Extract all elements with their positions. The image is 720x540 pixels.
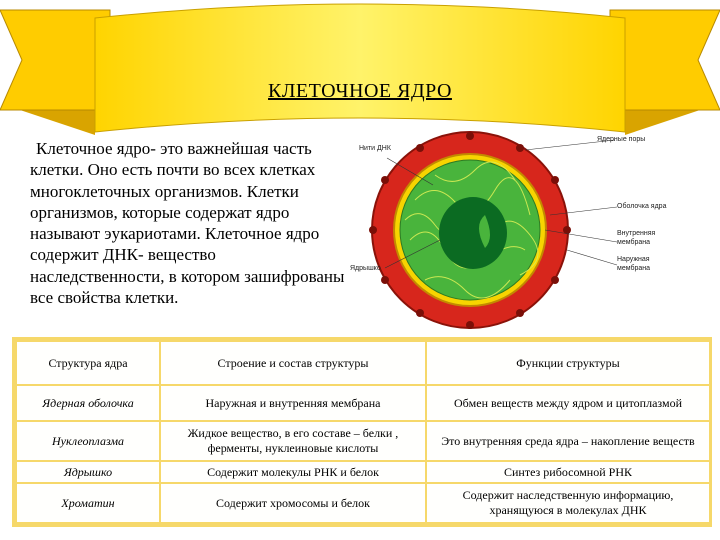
label-nucleolus: Ядрышко — [350, 265, 381, 272]
nucleus-structure-table — [12, 337, 712, 527]
label-nuclear-envelope: Оболочка ядра — [617, 203, 667, 210]
row-composition: Содержит молекулы РНК и белок — [160, 461, 426, 483]
table-row — [16, 385, 710, 421]
label-nuclear-pores: Ядерные поры — [597, 136, 646, 143]
header-functions: Функции структуры — [426, 341, 710, 385]
table-row — [16, 461, 710, 483]
header-composition: Строение и состав структуры — [160, 341, 426, 385]
label-dna-threads: Нити ДНК — [359, 145, 391, 152]
table-row — [16, 483, 710, 523]
row-function: Содержит наследственную информацию, хранящуюся в молекулах ДНК — [426, 483, 710, 523]
row-composition: Содержит хромосомы и белок — [160, 483, 426, 523]
table-row — [16, 421, 710, 461]
page-title: КЛЕТОЧНОЕ ЯДРО — [268, 80, 452, 102]
row-composition: Жидкое вещество, в его составе – белки , ферменты, нуклеиновые кислоты — [160, 421, 426, 461]
header-structure: Структура ядра — [16, 341, 160, 385]
label-inner-membrane: Внутренняя мембрана — [617, 230, 656, 246]
row-function: Обмен веществ между ядром и цитоплазмой — [426, 385, 710, 421]
intro-paragraph: Клеточное ядро- это важнейшая часть клетки. Оно есть почти во всех клетках многоклеточных организмов. Клетки организмов, которые содержат ядро называют эукариотами. Клеточное ядро содержит ДНК- вещество наследственности, в котором зашифрованы все свойства клетки. — [30, 139, 345, 308]
row-name: Ядерная оболочка — [16, 385, 160, 421]
row-function: Синтез рибосомной РНК — [426, 461, 710, 483]
label-outer-membrane: Наружная мембрана — [617, 256, 650, 272]
nucleolus-shape — [439, 197, 507, 269]
row-composition: Наружная и внутренняя мембрана — [160, 385, 426, 421]
table-header-row — [16, 341, 710, 385]
row-name: Ядрышко — [16, 461, 160, 483]
nucleus-diagram — [345, 130, 720, 330]
row-function: Это внутренняя среда ядра – накопление веществ — [426, 421, 710, 461]
structure-table — [15, 340, 711, 524]
row-name: Хроматин — [16, 483, 160, 523]
row-name: Нуклеоплазма — [16, 421, 160, 461]
